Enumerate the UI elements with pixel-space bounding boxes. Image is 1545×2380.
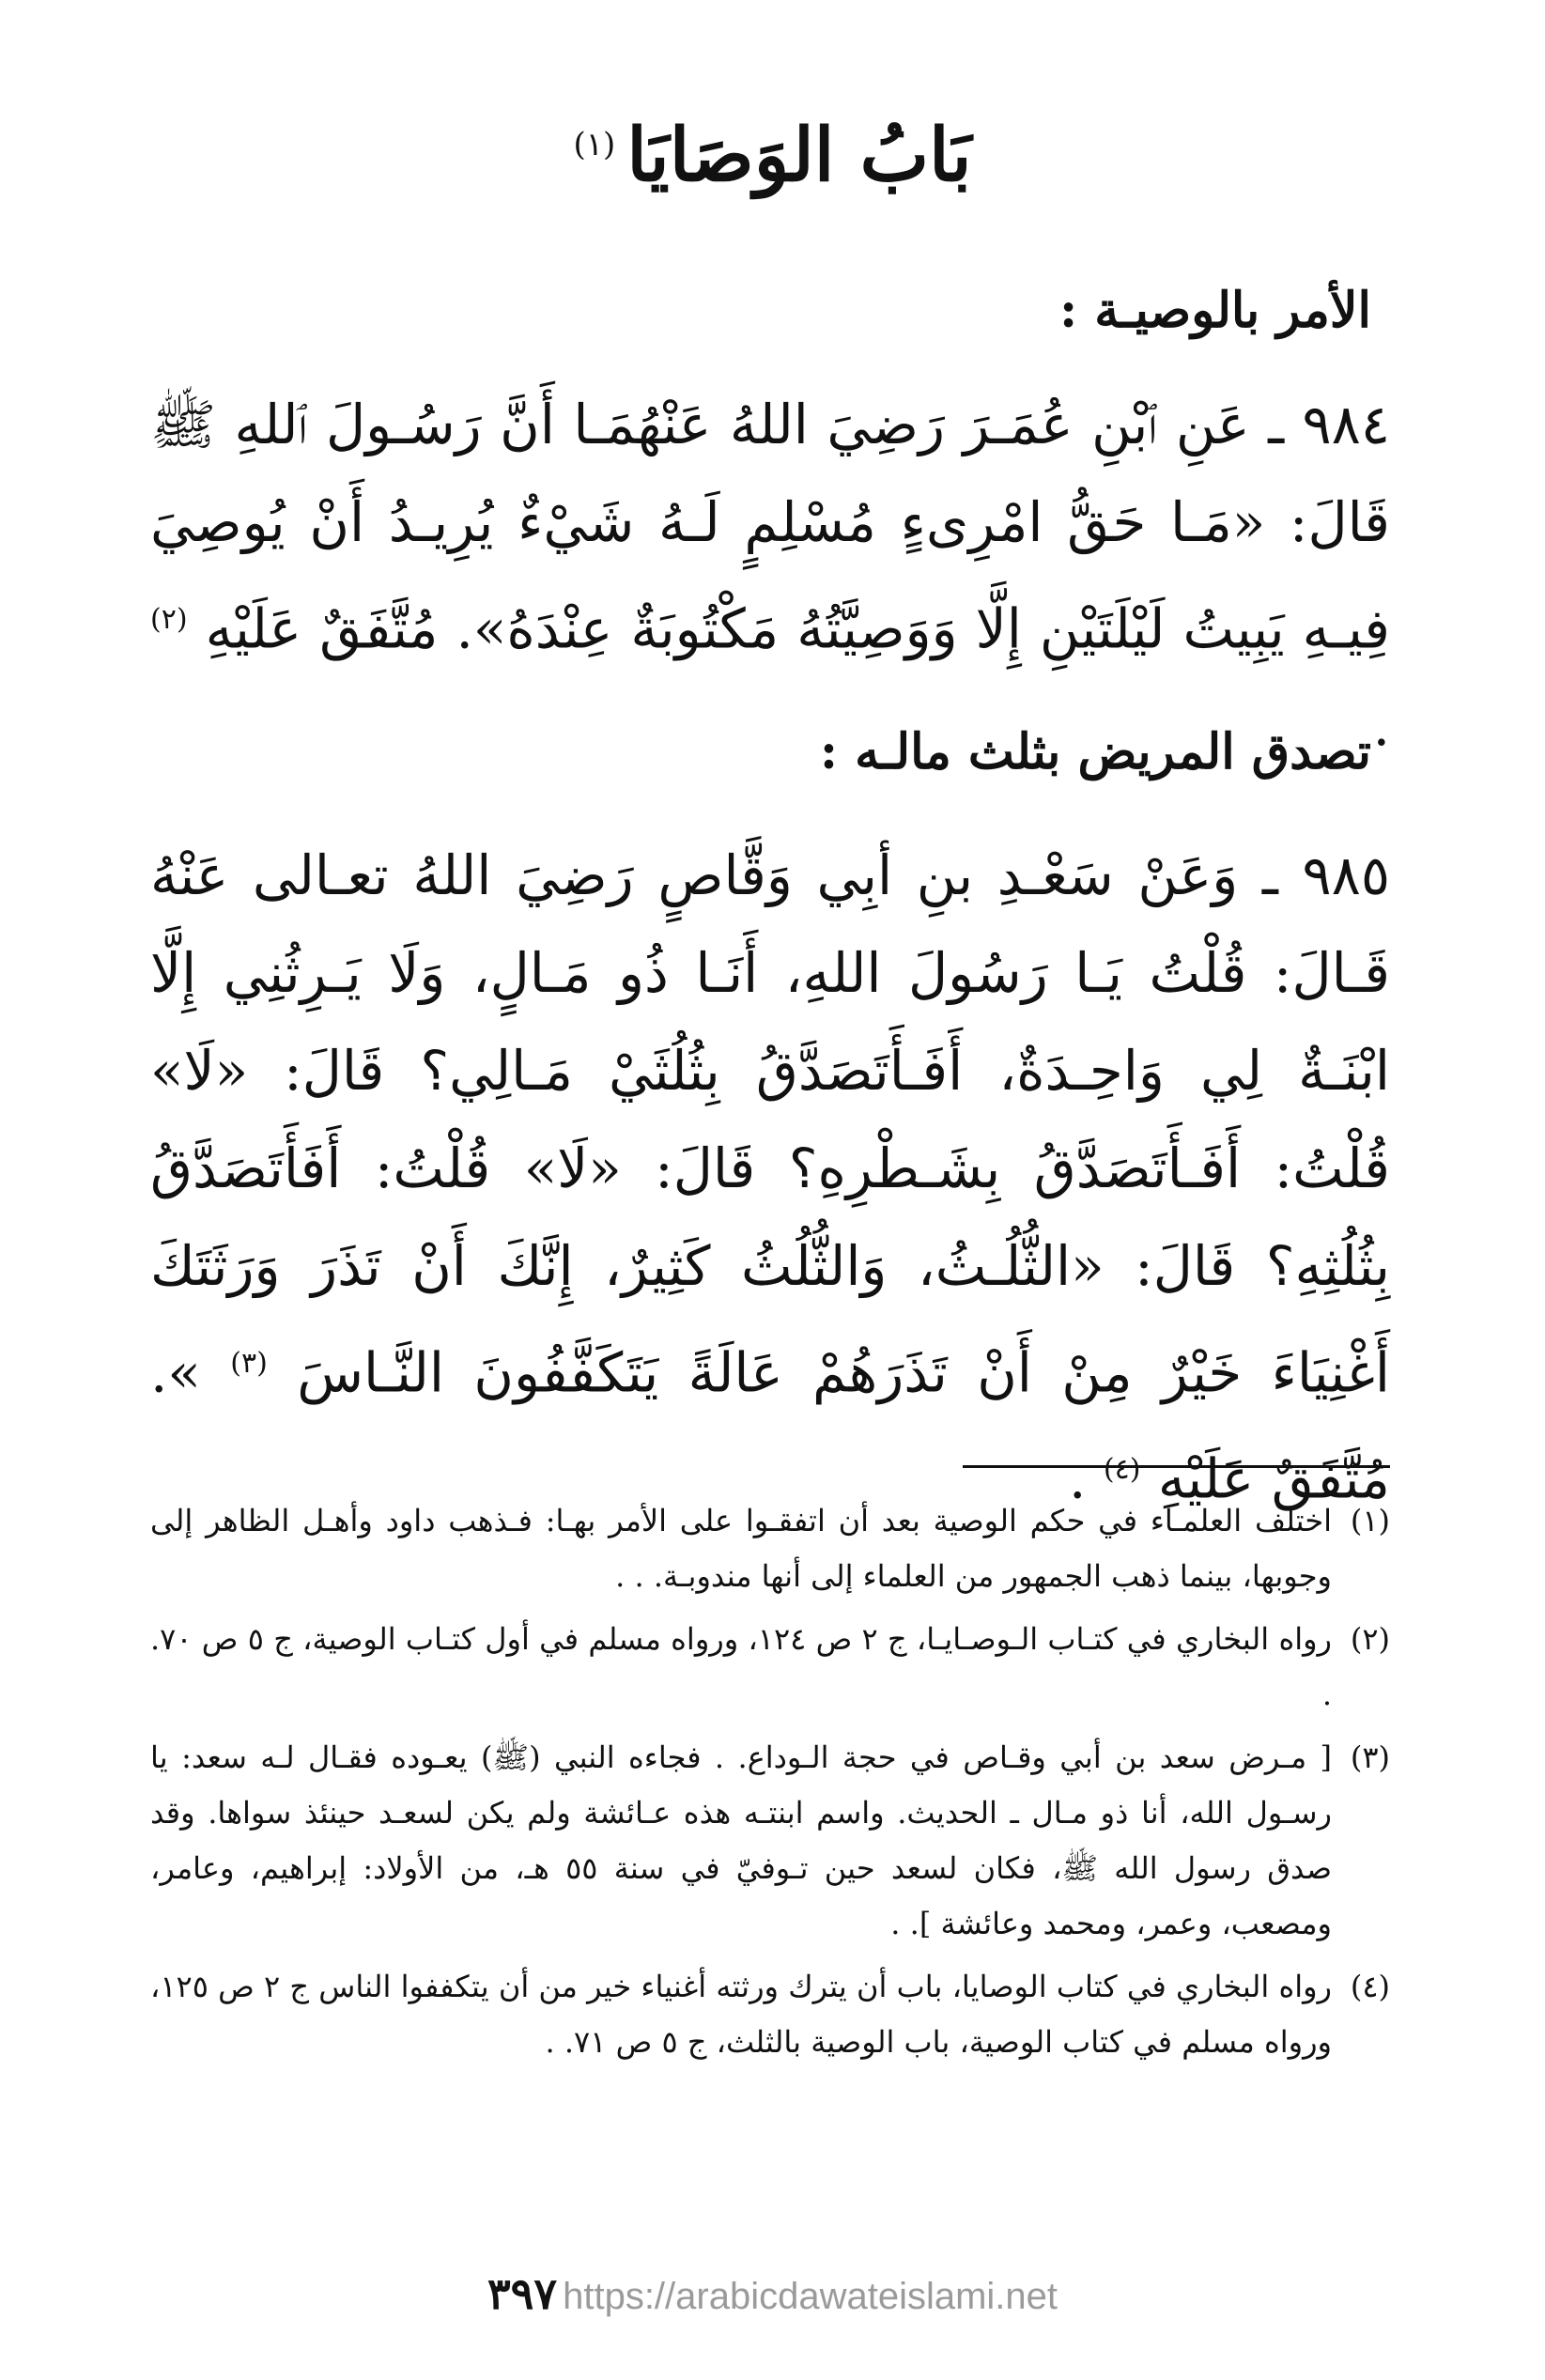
section-heading-third-charity: تصدق المريض بثلث مالـه :: [819, 723, 1371, 780]
page-number: ٣٩٧: [487, 2268, 558, 2319]
footnote-text: [ مـرض سعد بن أبي وقـاص في حجة الـوداع. . فجاءه النبي (ﷺ) يعـوده فقـال لـه سعد: يا رسـول الله، أنا ذو مـال ـ الحديث. واسم ابنتـه هذه عـائشة ولم يكن لسعـد حينئذ سواها. وقد صدق رسول الله ﷺ، فكان لسعد حين تـوفيّ في سنة ٥٥ هـ، من الأولاد: إبراهيم، وعامر، ومصعب، وعمر، ومحمد وعائشة ]. .: [150, 1739, 1333, 1941]
chapter-footnote-ref: (١): [573, 126, 616, 163]
hadith-985-footnote-ref-3: (٣): [230, 1347, 268, 1380]
footnote-text: اختلف العلمـاء في حكم الوصية بعد أن اتفقـوا على الأمر بهـا: فـذهب داود وأهـل الظاهر إلى وجوبها، بينما ذهب الجمهور من العلماء إلى أنها مندوبـة. . .: [150, 1503, 1333, 1594]
footnote-mark: (٢): [1350, 1621, 1390, 1657]
hadith-984-end: .: [1372, 694, 1390, 759]
hadith-984-text: ٩٨٤ ـ عَنِ ٱبْنِ عُمَـرَ رَضِيَ اللهُ عَنْهُمَـا أَنَّ رَسُـولَ ٱللهِ ﷺ قَالَ: «مَـا حَقُّ امْرِىءٍ مُسْلِمٍ لَـهُ شَيْءٌ يُرِيـدُ أَنْ يُوصِيَ فِيـهِ يَبِيتُ لَيْلَتَيْنِ إِلَّا وَوَصِيَّتُهُ مَكْتُوبَةٌ عِنْدَهُ». مُتَّفَقٌ عَلَيْهِ: [150, 393, 1391, 661]
footnote-1: [150, 1493, 1390, 1604]
hadith-985-footnote-ref-4: (٤): [1103, 1453, 1141, 1487]
footnote-mark: (١): [1350, 1503, 1390, 1538]
hadith-985-attribution: ». مُتَّفَقٌ عَلَيْهِ: [150, 1340, 1390, 1511]
hadith-985: [150, 827, 1390, 1528]
footnote-text: رواه البخاري في كتاب الوصايا، باب أن يترك ورثته أغنياء خير من أن يتكففوا الناس ج ٢ ص ١٢٥، ورواه مسلم في كتاب الوصية، باب الوصية بالثلث، ج ٥ ص ٧١. .: [150, 1969, 1333, 2060]
footnote-mark: (٣): [1350, 1739, 1390, 1775]
section-heading-will-command: الأمر بالوصيـة :: [1058, 282, 1371, 339]
chapter-title: [0, 113, 1545, 198]
page-footer: [0, 2268, 1545, 2319]
footnote-mark: (٤): [1350, 1969, 1390, 2004]
footnotes: [150, 1493, 1390, 2078]
hadith-985-end: .: [1069, 1446, 1087, 1511]
watermark-url[interactable]: https://arabicdawateislami.net: [563, 2276, 1058, 2317]
footnote-divider: [963, 1465, 1390, 1468]
chapter-title-text: بَابُ الوَصَايَا: [626, 113, 972, 198]
footnote-4: [150, 1959, 1390, 2070]
footnote-text: رواه البخاري في كتـاب الـوصـايـا، ج ٢ ص ١٢٤، ورواه مسلم في أول كتـاب الوصية، ج ٥ ص ٧٠. .: [150, 1621, 1332, 1712]
hadith-984-footnote-ref: (٢): [150, 603, 188, 636]
footnote-2: [150, 1612, 1390, 1723]
hadith-984: [150, 376, 1390, 775]
hadith-985-text: ٩٨٥ ـ وَعَنْ سَعْـدِ بنِ أبِي وَقَّاصٍ رَضِيَ اللهُ تعـالى عَنْهُ قَـالَ: قُلْتُ يَـا رَسُولَ اللهِ، أَنَـا ذُو مَـالٍ، وَلَا يَـرِثُنِي إِلَّا ابْنَـةٌ لِي وَاحِـدَةٌ، أَفَـأَتَصَدَّقُ بِثُلُثَيْ مَـالِي؟ قَالَ: «لَا» قُلْتُ: أَفَـأَتَصَدَّقُ بِشَـطْرِهِ؟ قَالَ: «لَا» قُلْتُ: أَفَأَتَصَدَّقُ بِثُلُثِهِ؟ قَالَ: «الثُّلُـثُ، وَالثُّلُثُ كَثِيرٌ، إِنَّكَ أَنْ تَذَرَ وَرَثَتَكَ أَغْنِيَاءَ خَيْرٌ مِنْ أَنْ تَذَرَهُمْ عَالَةً يَتَكَفَّفُونَ النَّـاسَ: [150, 843, 1390, 1405]
footnote-3: [150, 1730, 1390, 1952]
